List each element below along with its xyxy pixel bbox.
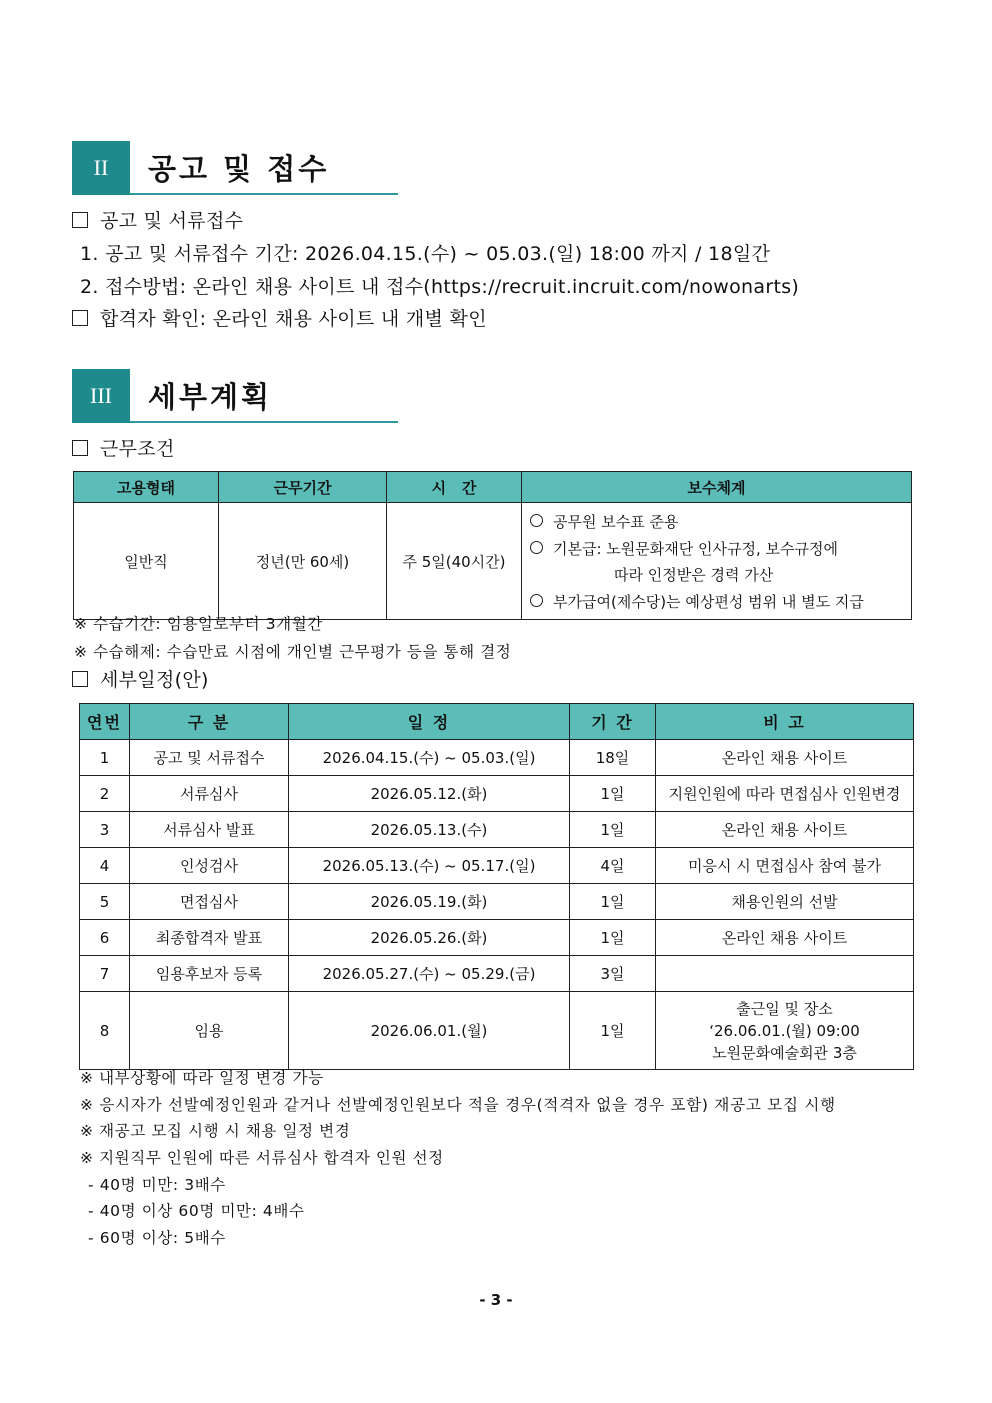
section-3-header [72,369,398,423]
row-number: 2 [80,776,130,812]
row-number: 5 [80,884,130,920]
row-date: 2026.05.27.(수) ~ 05.29.(금) [289,956,570,992]
section-3-title: 세부계획 [130,369,398,423]
table-row [80,776,914,812]
column-header: 시 간 [387,472,522,503]
work-note: ※ 수습해제: 수습만료 시점에 개인별 근무평가 등을 통해 결정 [74,643,512,661]
table-row [80,884,914,920]
schedule-note: ※ 내부상황에 따라 일정 변경 가능 [80,1069,324,1087]
work-conditions-heading: 근무조건 [72,434,175,461]
section-2-number: II [72,141,130,195]
section-2-item: 1. 공고 및 서류접수 기간: 2026.04.15.(수) ~ 05.03.(일) 18:00 까지 / 18일간 [80,243,771,265]
column-header: 일 정 [289,704,570,740]
row-item: 면접심사 [130,884,289,920]
table-row [80,992,914,1070]
circle-bullet-icon [530,594,543,607]
row-number: 1 [80,740,130,776]
table-row [80,812,914,848]
row-days: 1일 [570,884,656,920]
column-header: 기 간 [570,704,656,740]
section-2-header [72,141,398,195]
row-days: 1일 [570,776,656,812]
row-number: 7 [80,956,130,992]
row-item: 최종합격자 발표 [130,920,289,956]
section-2-title: 공고 및 접수 [130,141,398,195]
row-number: 6 [80,920,130,956]
work-conditions-table [73,471,912,620]
schedule-heading: 세부일정(안) [72,665,209,692]
row-date: 2026.06.01.(월) [289,992,570,1070]
row-days: 1일 [570,992,656,1070]
row-days: 4일 [570,848,656,884]
checkbox-square-icon [72,671,88,687]
row-date: 2026.05.19.(화) [289,884,570,920]
column-header: 연번 [80,704,130,740]
row-date: 2026.05.12.(화) [289,776,570,812]
row-number: 8 [80,992,130,1070]
row-note [656,956,914,992]
table-row [80,848,914,884]
pay-line: 부가급여(제수당)는 예상편성 범위 내 별도 지급 [530,589,911,616]
schedule-table [79,703,914,1070]
schedule-note: ※ 응시자가 선발예정인원과 같거나 선발예정인원보다 적을 경우(적격자 없을 경우 포함) 재공고 모집 시행 [80,1096,836,1114]
column-header: 구 분 [130,704,289,740]
page-number: - 3 - [479,1291,513,1309]
row-item: 임용후보자 등록 [130,956,289,992]
row-note: 온라인 채용 사이트 [656,812,914,848]
column-header: 고용형태 [74,472,219,503]
employment-type: 일반직 [74,503,219,620]
schedule-note: ※ 지원직무 인원에 따른 서류심사 합격자 인원 선정 [80,1149,444,1167]
schedule-note: - 40명 이상 60명 미만: 4배수 [88,1202,305,1220]
pay-line: 공무원 보수표 준용 [530,509,911,536]
row-days: 1일 [570,920,656,956]
work-hours: 주 5일(40시간) [387,503,522,620]
section-2-item: 2. 접수방법: 온라인 채용 사이트 내 접수(https://recruit.incruit.com/nowonarts) [80,276,800,298]
section-2-item: 합격자 확인: 온라인 채용 사이트 내 개별 확인 [72,304,487,331]
row-note: 채용인원의 선발 [656,884,914,920]
work-period: 정년(만 60세) [219,503,387,620]
table-row [80,740,914,776]
row-note: 지원인원에 따라 면접심사 인원변경 [656,776,914,812]
schedule-note: - 60명 이상: 5배수 [88,1229,226,1247]
row-days: 1일 [570,812,656,848]
schedule-note: - 40명 미만: 3배수 [88,1176,226,1194]
row-date: 2026.05.13.(수) ~ 05.17.(일) [289,848,570,884]
schedule-note: ※ 재공고 모집 시행 시 채용 일정 변경 [80,1122,351,1140]
pay-line: 따라 인정받은 경력 가산 [614,566,774,584]
table-row [80,956,914,992]
row-number: 4 [80,848,130,884]
circle-bullet-icon [530,541,543,554]
row-number: 3 [80,812,130,848]
row-days: 3일 [570,956,656,992]
row-note: 온라인 채용 사이트 [656,740,914,776]
row-note: 미응시 시 면접심사 참여 불가 [656,848,914,884]
checkbox-square-icon [72,212,88,228]
row-item: 서류심사 발표 [130,812,289,848]
checkbox-square-icon [72,310,88,326]
row-item: 임용 [130,992,289,1070]
row-item: 공고 및 서류접수 [130,740,289,776]
row-note: 온라인 채용 사이트 [656,920,914,956]
work-note: ※ 수습기간: 임용일로부터 3개월간 [74,615,323,633]
circle-bullet-icon [530,514,543,527]
table-row [80,920,914,956]
row-date: 2026.05.13.(수) [289,812,570,848]
section-3-number: III [72,369,130,423]
pay-line: 기본급: 노원문화재단 인사규정, 보수규정에 [530,536,911,563]
pay-system [522,503,912,620]
row-item: 서류심사 [130,776,289,812]
column-header: 근무기간 [219,472,387,503]
row-date: 2026.04.15.(수) ~ 05.03.(일) [289,740,570,776]
row-date: 2026.05.26.(화) [289,920,570,956]
column-header: 비 고 [656,704,914,740]
column-header: 보수체계 [522,472,912,503]
checkbox-square-icon [72,440,88,456]
row-note: 출근일 및 장소 ‘26.06.01.(월) 09:00 노원문화예술회관 3층 [656,992,914,1070]
section-2-item: 공고 및 서류접수 [72,206,243,233]
row-days: 18일 [570,740,656,776]
row-item: 인성검사 [130,848,289,884]
